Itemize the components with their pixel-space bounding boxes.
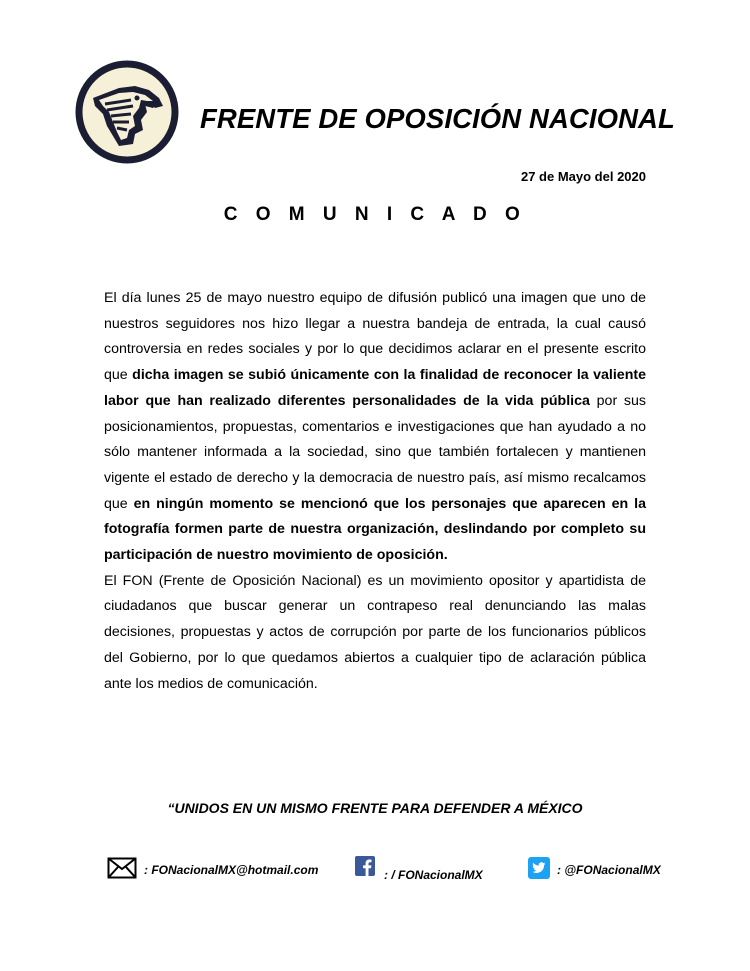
contact-email <box>107 858 318 882</box>
body-segment-bold: dicha imagen se subió únicamente con la finalidad de reconocer la valiente labor que han realizado diferentes personalidades de la vida pública <box>104 367 646 409</box>
organization-name: FRENTE DE OPOSICIÓN NACIONAL <box>200 103 675 134</box>
document-heading: C O M U N I C A D O <box>223 204 527 225</box>
body-paragraph-2: El FON (Frente de Oposición Nacional) es un movimiento opositor y apartidista de ciudadanos que buscar generar un contrapeso real denunciando las malas decisiones, propuestas y actos de corrupción por parte de los funcionarios públicos del Gobierno, por lo que quedamos abiertos a cualquier tipo de aclaración pública ante los medios de comunicación. <box>104 572 646 692</box>
facebook-handle: : / FONacionalMX <box>384 868 483 882</box>
document-date: 27 de Mayo del 2020 <box>520 169 646 184</box>
document-body <box>104 286 646 697</box>
twitter-icon <box>528 857 550 884</box>
email-address: : FONacionalMX@hotmail.com <box>144 863 319 877</box>
contact-twitter <box>528 858 661 882</box>
body-paragraph-1 <box>104 286 646 569</box>
body-segment: El día lunes 25 de mayo nuestro equipo de difusión publicó una imagen que uno de nuestros seguidores nos hizo llegar a nuestra bandeja de entrada, la cual causó controversia en redes sociales y por lo que decidimos aclarar en el presente escrito que <box>104 290 646 384</box>
envelope-icon <box>107 857 137 884</box>
body-segment-bold: en ningún momento se mencionó que los personajes que aparecen en la fotografía formen parte de nuestra organización, deslindando por completo su participación de nuestro movimiento de oposición. <box>104 495 646 564</box>
motto: “UNIDOS EN UN MISMO FRENTE PARA DEFENDER A MÉXICO <box>167 800 583 816</box>
body-segment: por sus posicionamientos, propuestas, comentarios e investigaciones que han ayudado a no sólo mantener informada a la sociedad, sino que también fortalecen y mantienen vigente el estado de derecho y la democracia de nuestro país, así mismo recalcamos que <box>104 392 647 512</box>
contact-facebook <box>355 856 483 880</box>
twitter-handle: : @FONacionalMX <box>557 863 661 877</box>
eagle-logo <box>75 60 179 164</box>
facebook-icon <box>355 856 375 881</box>
